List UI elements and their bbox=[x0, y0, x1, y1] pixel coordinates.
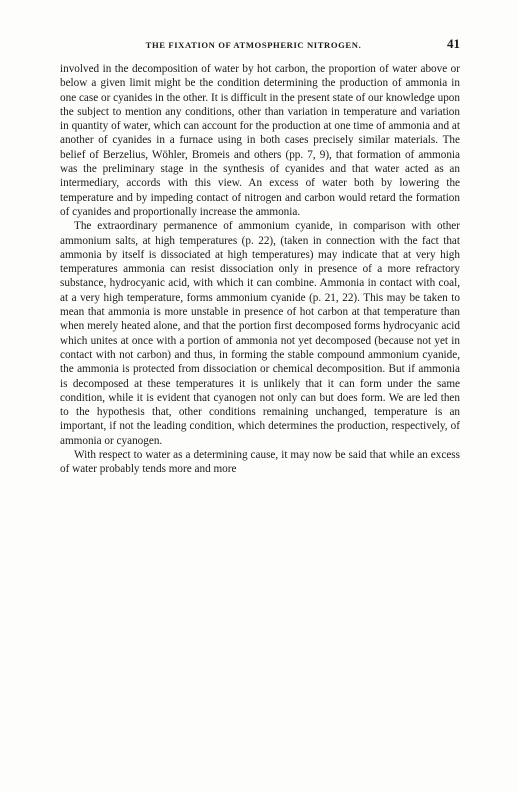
page-header bbox=[60, 36, 460, 52]
running-head: THE FIXATION OF ATMOSPHERIC NITROGEN. bbox=[145, 40, 362, 50]
paragraph-2: The extraordinary permanence of ammonium cyanide, in comparison with other ammonium salts, at high temperatures (p. 22), (taken in connection with the fact that ammonia by itself is dissociated at high temperatures) may indicate that at very high temperatures ammonia can resist dissociation only in presence of a more refractory substance, hydrocyanic acid, with which it can combine. Ammonia in contact with coal, at a very high temperature, forms ammonium cyanide (p. 21, 22). This may be taken to mean that ammonia is more unstable in presence of hot carbon at that temperature than when merely heated alone, and that the portion first decomposed forms hydrocyanic acid which unites at once with a portion of ammonia not yet decomposed (because not yet in contact with not carbon) and thus, in forming the stable compound ammonium cyanide, the ammonia is protected from dissociation or chemical decomposition. But if ammonia is decomposed at these temperatures it is unlikely that it can form under the same condition, while it is evident that cyanogen not only can but does form. We are led then to the hypothesis that, other conditions remaining unchanged, temperature is an important, if not the leading condition, which determines the production, respectively, of ammonia or cyanogen. bbox=[60, 220, 460, 447]
page-number: 41 bbox=[447, 36, 460, 51]
body-text bbox=[60, 62, 460, 477]
paragraph-1: involved in the decomposition of water by hot carbon, the proportion of water above or below a given limit might be the condition determining the production of ammonia in one case or cyanides in the other. It is difficult in the present state of our knowledge upon the subject to mention any conditions, other than variation in temperature and variation in quantity of water, which can account for the production at one time of ammonia and at another of cyanides in a furnace using in both cases precisely similar materials. The belief of Berzelius, Wöhler, Bromeis and others (pp. 7, 9), that formation of ammonia was the preliminary stage in the synthesis of cyanides and that water acted as an intermediary, accords with this view. An excess of water both by lowering the temperature and by impeding contact of nitrogen and carbon would retard the formation of cyanides and proportionally increase the ammonia. bbox=[60, 63, 460, 218]
paragraph-3: With respect to water as a determining cause, it may now be said that while an excess of water probably tends more and more bbox=[60, 449, 460, 476]
